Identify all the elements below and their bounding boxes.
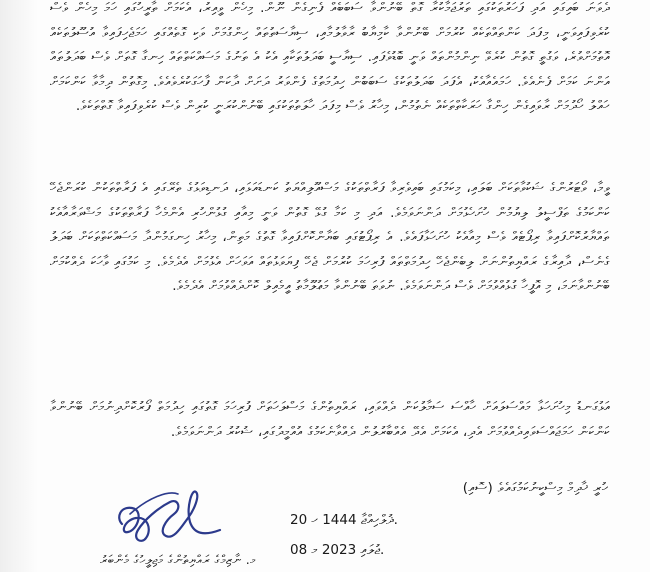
closing-line: ހުރީ ޚާދިމް މިސްކީނުކަމުގައެވެ (ސޮއި) [462, 480, 608, 496]
letter-paragraph-1: ދެވަނަ ބައިގައި އަދި ފަހަރުތަކުގައި ތަރުޖަމާކުރާ ގޮތް ބޭނުންވާ ސަބަބެއް ފެނިގެން ނޫން. މިހެން ވީއިރު، އެކަމަށް ތާރީހުގައި ހަމަ މިހެން ވެސް ކުރެވިފައިވަނީ، މިފަދަ ކަންތައްތަކެއް ކުރުމަށް ބޭނުންވާ ކާމިޔާބު ރާވާލުމާއި، ސިޔާސަތުތައް ހިންގުމަށް ވަކި ގޮތެއްގައި ހަމަޖެހިފައިވާ އުސޫލުތަކެއް އޮތުމަށްވުރެ، ވަގުތީ ގޮތުން ކުރެވޭ ނިންމުންތައް ވަނީ ބޮޑުވެފައި. ސިޔާސީ ބަދަލުތަކާއި އެކު އެ ތަނުގެ މަސައްކަތްތައް ހިނގާ ގޮތަށް ވެސް ބަދަލުތައް އަންނަ ކަމަށް ފެނެއެވެ. ހަމައެއާއެކު، އެފަދަ ބަދަލުތަކުގެ ސަބަބުން ހިދުމަތުގެ ފެންވަރު ދަށަށް ދާކަން ފާހަގަކުރެވެއެވެ. މިގޮތުން ދިމާވާ ކަންކަމަށް ހައްލު ހޯދުމަށް ރާވައިގެން ހިންގާ ހަރަކާތްތަކެއް ނެތުމުން، މިހާރު ވެސް މިފަދަ ހާލަތުތަކުގައި ބޭނުންކުރަނީ ކުރިން ވެސް ކުރެވިފައިވާ ގޮތްތަކެވެ. [50, 0, 610, 115]
letter-paragraph-3: އަޅުގަނޑު މިހުށަހަޅާ މައްސަލައަށް ހާއްސަ ސަމާލުކަން ދެއްވައި، ރައްޔިތުންގެ މަސްލަހަތަށް ފުރިހަމަ ގޮތުގައި ހިދުމަތް ފޯރުކޮށްދިނުމަށް ބޭނުންވާ ކަންކަން ހަމަޖައްސަވައިދެއްވުމަށް އެދި، އެކަމަށް އެދޭ އެއްބާރުލުން ދެއްވާނެކަމުގެ އުއްމީދުގައި، ޝުކުރު ދަންނަވަމެވެ. [50, 399, 610, 440]
date-gregorian: 08 ޖުލައި 2023 މ. [290, 542, 385, 558]
handwritten-signature [108, 478, 226, 558]
date-hijri: 20 ޛުލްހިއްޖާ 1444 ހ. [290, 512, 398, 528]
page-shadow [0, 0, 38, 572]
letter-paragraph-2: ވީމާ، ވޯޓަރުންގެ ޝަކުވާތަކަށް ބަލައި، މިކަމުގައި ބައިވެރިވާ ފަރާތްތަކުގެ މަސްއޫލިއްޔަތު ކަނޑައަޅައި، ދަނޑިވަޅުގެ ތެރޭގައި އެ ފަރާތްތަކުން ކުރަންޖެހޭ ކަންކަމުގެ ތަފްސީލު ލިޔުމުން ހުށަހެޅުމަށް ދަންނަވަމެވެ. އަދި މި ކަމާ ގުޅޭ ގޮތުން ވަނީ މިއާއި ގުޅުންހުރި އެންމެހާ ފަރާތްތަކުގެ މަޝްވަރާއާއެކު ތައްޔާރުކޮށްފައިވާ ރިޕޯޓެއް ވެސް މިއާއެކު ހުށަހަޅާފައެވެ. އެ ރިޕޯޓުގައި ބަޔާންކޮށްފައިވާ ގޮތުގެ މަތިން، މިހާރު ހިނގަމުންދާ މަސައްކަތްތަކަށް ބަދަލު ގެނެސް، ދާއިރާގެ ރައްޔިތުންނަށް ލިބެންޖެހޭ ހިދުމަތްތައް ފުރިހަމަ ކުރުމަށް ޖެހޭ ފިޔަވަޅުތައް އަވަހަށް އެޅުމަށް އެދެމެވެ. މި ކަމުގައި ވާހަކަ ދެއްކުމަށް ބޭނުންވާނަމަ، މި އޮފީހާ ގުޅުއްވުމަށް ވެސް ދަންނަވަމެވެ. ނުވަތަ ބޭނުންވާ މަޢުލޫމާތު އީމެއިލް ކޮށްދެއްވުމަށް އެދެމެވެ. [50, 180, 610, 295]
signatory-name: މ. ނާޒިމްގެ ރައްޔިތުންގެ މަޖިލީހުގެ މެންބަރު [100, 552, 257, 567]
